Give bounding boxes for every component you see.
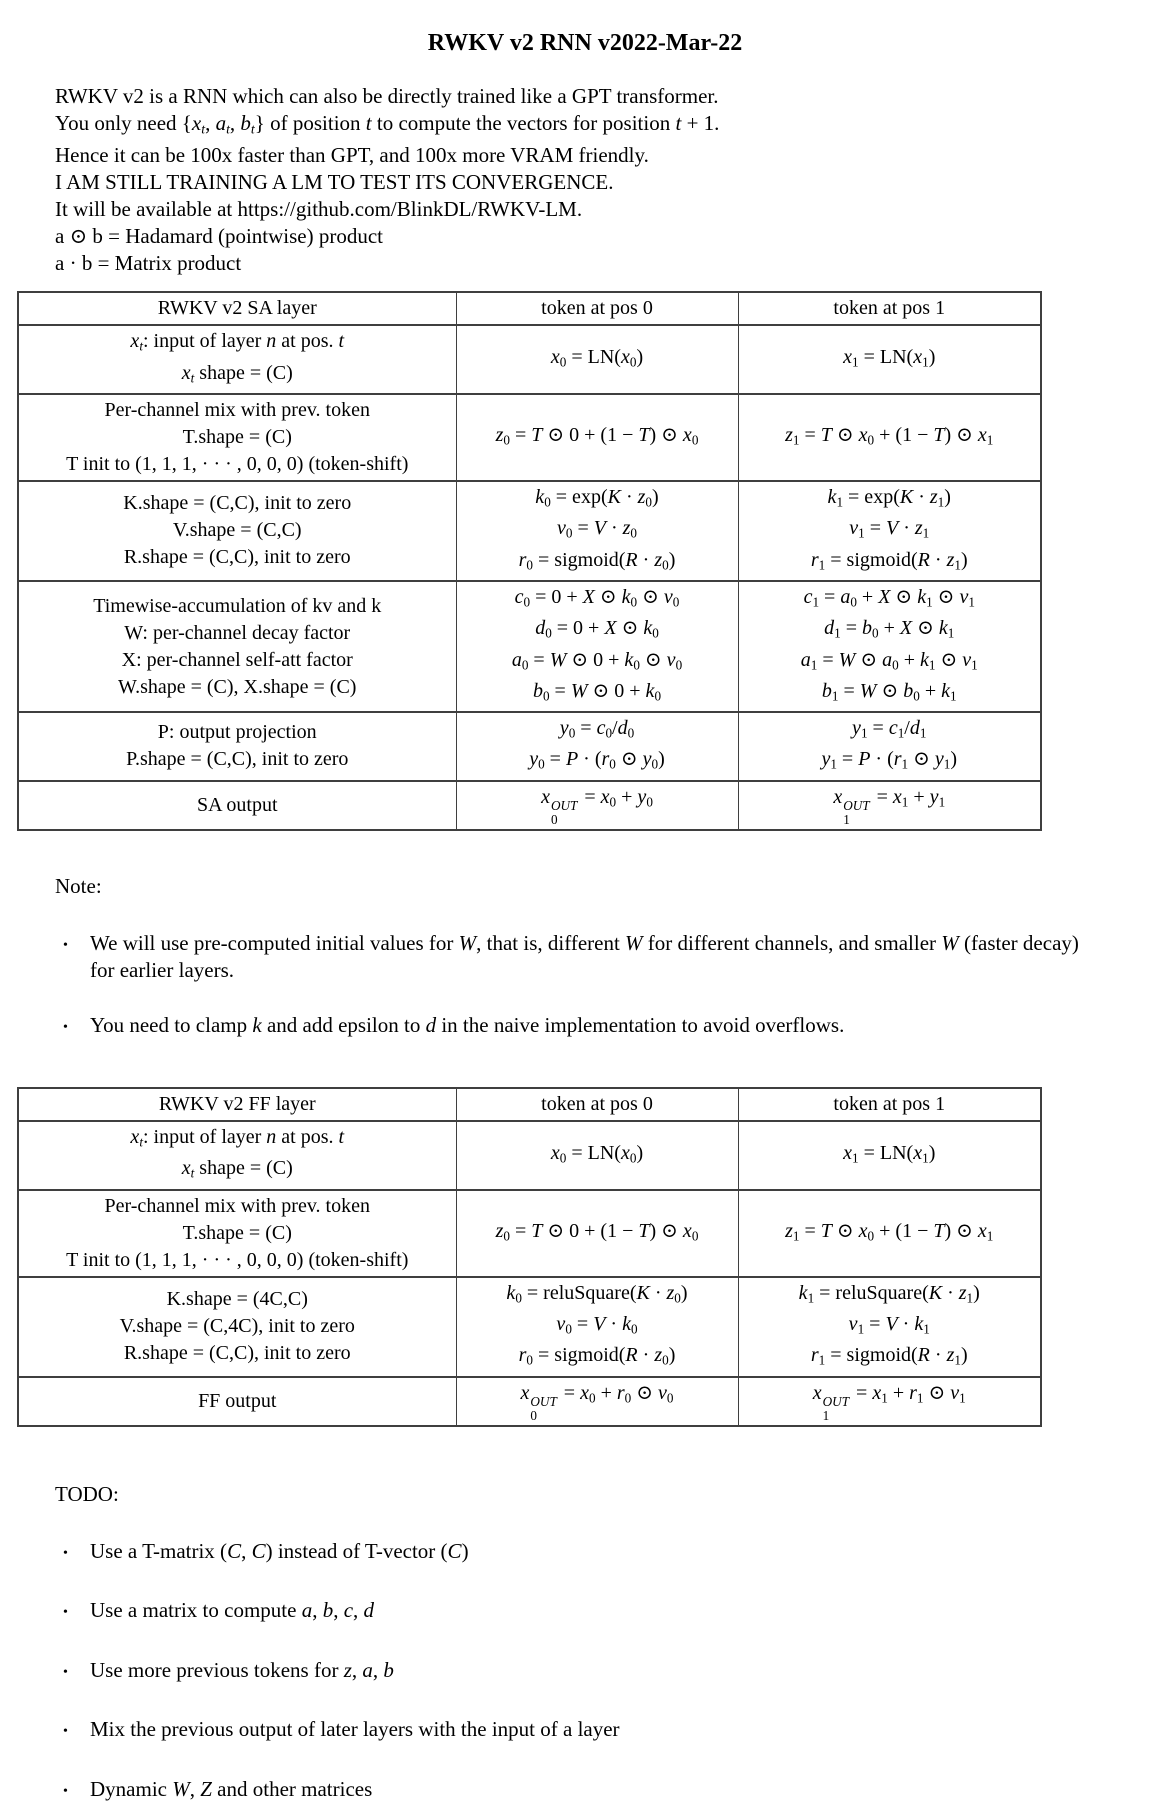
pos0-formula-cell: $c_0 = 0 + X$ ⊙ $k_0$ ⊙ $v_0$ $d_0 = 0 + X$ ⊙ $k_0$ $a_0 = W$ ⊙ $0 + k_0$ ⊙ $v_0$ $b_0 = W$ ⊙ $0 + k_0$ xyxy=(456,581,738,712)
bullet-item xyxy=(63,1012,1130,1044)
matrix-product-definition: a · b = Matrix product xyxy=(55,251,242,276)
ff-layer-table xyxy=(17,1087,1042,1426)
pos0-formula-cell: $y_0 = c_0/d_0$ $y_0 = P \cdot (r_0$ ⊙ $y_0$) xyxy=(456,712,738,781)
bullet-item xyxy=(63,1597,1130,1629)
bullet-marker-icon: • xyxy=(63,937,68,953)
note-section xyxy=(55,871,1130,1044)
pos1-formula-cell: x OUT 1 = $x_1 + y_1$ xyxy=(738,781,1041,830)
pos0-formula-cell: $z_0 = T$ ⊙ 0 + (1 − T) ⊙ $x_0$ xyxy=(456,394,738,481)
table-row xyxy=(18,1190,1041,1277)
pos1-formula-cell: $y_1 = c_1/d_1$ $y_1 = P \cdot (r_1$ ⊙ $y_1$) xyxy=(738,712,1041,781)
bullet-text: We will use pre-computed initial values for W, that is, different W for different channels, and smaller W (faster decay) for earlier layers. xyxy=(90,930,1079,982)
table-header-cell: token at pos 0 xyxy=(456,292,738,325)
pos1-formula-cell: $c_1 = a_0 + X$ ⊙ $k_1$ ⊙ $v_1$ $d_1 = b_0 + X$ ⊙ $k_1$ $a_1 = W$ ⊙ $a_0 + k_1$ ⊙ $v_1$ $b_1 = W$ ⊙ $b_0 + k_1$ xyxy=(738,581,1041,712)
pos1-formula-cell: $k_1$ = reluSquare(K · $z_1$) $v_1 = V \cdot k_1$ $r_1$ = sigmoid(R · $z_1$) xyxy=(738,1277,1041,1377)
bullet-text: Use more previous tokens for z, a, b xyxy=(90,1657,394,1682)
row-label-cell: K.shape = (C,C), init to zero V.shape = (C,C) R.shape = (C,C), init to zero xyxy=(18,481,456,581)
table-title-cell: RWKV v2 FF layer xyxy=(18,1088,456,1121)
pos1-formula-cell: $x_1 = LN(x_1)$ xyxy=(738,325,1041,394)
table-header-row xyxy=(18,292,1041,325)
pos1-formula-cell: $k_1 = \exp(K \cdot z_1)$ $v_1 = V \cdot z_1$ $r_1$ = sigmoid(R · $z_1$) xyxy=(738,481,1041,581)
todo-section xyxy=(55,1479,1130,1807)
row-label-cell: Per-channel mix with prev. token T.shape = (C) T init to (1, 1, 1, · · · , 0, 0, 0) (token-shift) xyxy=(18,394,456,481)
intro-paragraph xyxy=(55,83,1130,277)
pos0-formula-cell: $x_0 = LN(x_0)$ xyxy=(456,1121,738,1190)
sa-layer-table xyxy=(17,291,1042,830)
pos1-formula-cell: $z_1 = T$ ⊙ $x_0 + (1 - T)$ ⊙ $x_1$ xyxy=(738,394,1041,481)
table-row xyxy=(18,481,1041,581)
table-header-cell: token at pos 0 xyxy=(456,1088,738,1121)
row-label-cell: FF output xyxy=(18,1377,456,1426)
pos1-formula-cell: $z_1 = T$ ⊙ $x_0 + (1 - T)$ ⊙ $x_1$ xyxy=(738,1190,1041,1277)
bullet-item xyxy=(63,1538,1130,1570)
intro-line: You only need {$x_t$, $a_t$, $b_t$} of position t to compute the vectors for position t + 1. xyxy=(55,111,720,137)
pos0-formula-cell: $k_0 = \exp(K \cdot z_0)$ $v_0 = V \cdot z_0$ $r_0$ = sigmoid(R · $z_0$) xyxy=(456,481,738,581)
intro-line: RWKV v2 is a RNN which can also be directly trained like a GPT transformer. xyxy=(55,84,719,108)
table-row xyxy=(18,394,1041,481)
table-row xyxy=(18,712,1041,781)
table-row xyxy=(18,581,1041,712)
bullet-text: Use a matrix to compute a, b, c, d xyxy=(90,1598,375,1623)
pos0-formula-cell: $z_0 = T$ ⊙ 0 + (1 − T) ⊙ $x_0$ xyxy=(456,1190,738,1277)
row-label-cell: $x_t$: input of layer n at pos. t $x_t$ shape = (C) xyxy=(18,325,456,394)
hadamard-product-definition: a ⊙ b = Hadamard (pointwise) product xyxy=(55,224,384,249)
table-title-cell: RWKV v2 SA layer xyxy=(18,292,456,325)
todo-heading: TODO: xyxy=(55,1481,119,1506)
bullet-marker-icon: • xyxy=(63,1019,68,1035)
table-header-row xyxy=(18,1088,1041,1121)
todo-list xyxy=(55,1538,1130,1807)
bullet-marker-icon: • xyxy=(63,1664,68,1680)
bullet-item xyxy=(63,1657,1130,1689)
bullet-text: Mix the previous output of later layers with the input of a layer xyxy=(90,1717,620,1742)
table-row xyxy=(18,1121,1041,1190)
pos0-formula-cell: x OUT 0 = $x_0 + y_0$ xyxy=(456,781,738,830)
row-label-cell: Timewise-accumulation of kv and k W: per-channel decay factor X: per-channel self-att factor W.shape = (C), X.shape = (C) xyxy=(18,581,456,712)
bullet-marker-icon: • xyxy=(63,1724,68,1740)
note-list xyxy=(55,930,1130,1044)
intro-line-url: It will be available at https://github.com/BlinkDL/RWKV-LM. xyxy=(55,197,583,222)
intro-line: Hence it can be 100x faster than GPT, and 100x more VRAM friendly. xyxy=(55,143,649,168)
row-label-cell: Per-channel mix with prev. token T.shape = (C) T init to (1, 1, 1, · · · , 0, 0, 0) (token-shift) xyxy=(18,1190,456,1277)
row-label-cell: K.shape = (4C,C) V.shape = (C,4C), init to zero R.shape = (C,C), init to zero xyxy=(18,1277,456,1377)
bullet-text: You need to clamp k and add epsilon to d in the naive implementation to avoid overflows. xyxy=(90,1012,845,1037)
pos0-formula-cell: $x_0 = LN(x_0)$ xyxy=(456,325,738,394)
pos0-formula-cell: x OUT 0 = $x_0 + r_0$ ⊙ $v_0$ xyxy=(456,1377,738,1426)
row-label-cell: P: output projection P.shape = (C,C), init to zero xyxy=(18,712,456,781)
note-heading: Note: xyxy=(55,873,102,898)
bullet-item xyxy=(63,1776,1130,1807)
bullet-text: Use a T-matrix (C, C) instead of T-vector (C) xyxy=(90,1538,469,1563)
table-row xyxy=(18,325,1041,394)
bullet-item xyxy=(63,1716,1130,1748)
pos1-formula-cell: $x_1 = LN(x_1)$ xyxy=(738,1121,1041,1190)
table-header-cell: token at pos 1 xyxy=(738,292,1041,325)
table-header-cell: token at pos 1 xyxy=(738,1088,1041,1121)
pos0-formula-cell: $k_0$ = reluSquare(K · $z_0$) $v_0 = V \cdot k_0$ $r_0$ = sigmoid(R · $z_0$) xyxy=(456,1277,738,1377)
row-label-cell: SA output xyxy=(18,781,456,830)
table-row xyxy=(18,1377,1041,1426)
intro-line: I AM STILL TRAINING A LM TO TEST ITS CONVERGENCE. xyxy=(55,170,614,195)
table-row xyxy=(18,781,1041,830)
bullet-marker-icon: • xyxy=(63,1605,68,1621)
bullet-marker-icon: • xyxy=(63,1783,68,1799)
bullet-item xyxy=(63,930,1130,984)
row-label-cell: $x_t$: input of layer n at pos. t $x_t$ shape = (C) xyxy=(18,1121,456,1190)
page-title: RWKV v2 RNN v2022-Mar-22 xyxy=(427,30,743,56)
table-row xyxy=(18,1277,1041,1377)
bullet-marker-icon: • xyxy=(63,1545,68,1561)
bullet-text: Dynamic W, Z and other matrices xyxy=(90,1776,373,1801)
pos1-formula-cell: x OUT 1 = $x_1 + r_1$ ⊙ $v_1$ xyxy=(738,1377,1041,1426)
